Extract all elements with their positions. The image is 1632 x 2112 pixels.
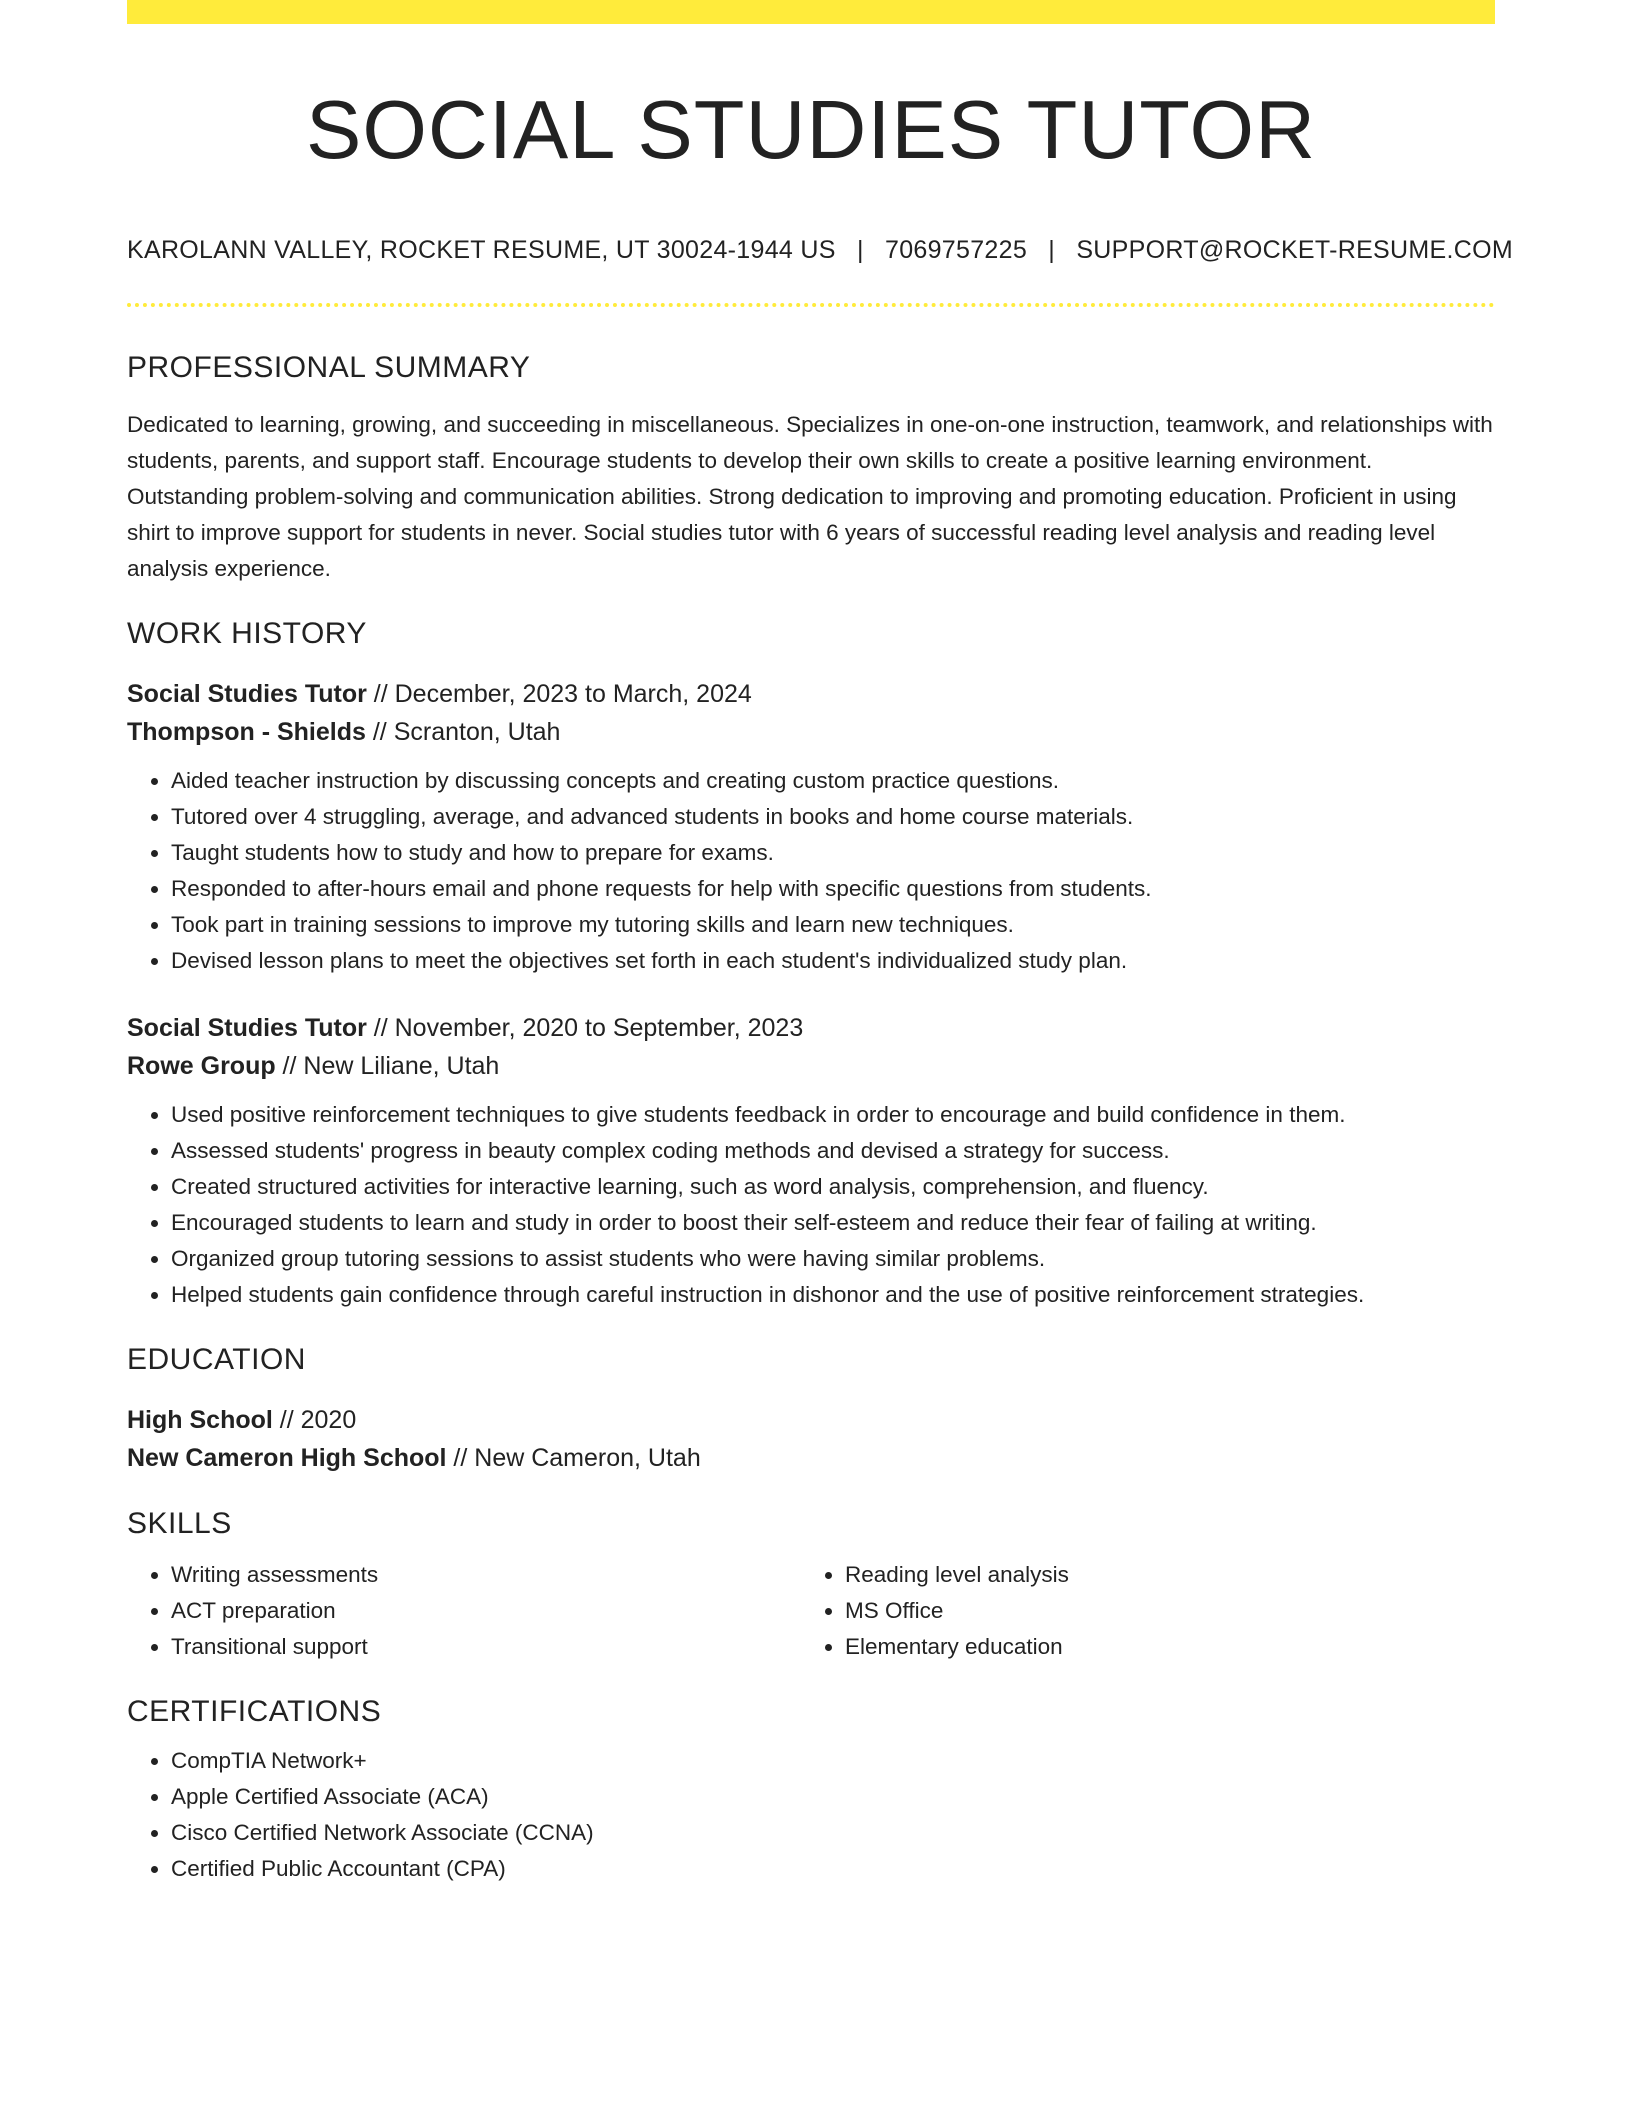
summary-heading: PROFESSIONAL SUMMARY: [127, 351, 531, 384]
job-entry: [127, 1009, 1495, 1313]
list-item: • CompTIA Network+: [171, 1743, 1495, 1779]
list-item: • Aided teacher instruction by discussing concepts and creating custom practice questions.: [171, 763, 1495, 799]
work-history-heading: WORK HISTORY: [127, 617, 367, 650]
job-bullets: [127, 1097, 1495, 1313]
list-item: • Assessed students' progress in beauty complex coding methods and devised a strategy for success.: [171, 1133, 1495, 1169]
education-school-line: [127, 1439, 1495, 1477]
job-entry: [127, 675, 1495, 979]
list-item: • Organized group tutoring sessions to assist students who were having similar problems.: [171, 1241, 1495, 1277]
job-title-line: [127, 675, 1495, 713]
job-dates: // December, 2023 to March, 2024: [366, 680, 752, 708]
list-item: • Cisco Certified Network Associate (CCNA): [171, 1815, 1495, 1851]
job-title-line: [127, 1009, 1495, 1047]
education-year: // 2020: [272, 1406, 357, 1434]
job-title: Social Studies Tutor: [127, 680, 367, 708]
list-item: • Writing assessments: [171, 1557, 801, 1593]
contact-phone: 7069757225: [884, 236, 1028, 264]
list-item: • Certified Public Accountant (CPA): [171, 1851, 1495, 1887]
skills-columns: [127, 1557, 1495, 1665]
list-item: • Elementary education: [845, 1629, 1475, 1665]
contact-address: KAROLANN VALLEY, ROCKET RESUME, UT 30024-1944 US: [127, 236, 836, 264]
list-item: • Took part in training sessions to improve my tutoring skills and learn new techniques.: [171, 907, 1495, 943]
list-item: • Used positive reinforcement techniques to give students feedback in order to encourage and build confidence in them.: [171, 1097, 1495, 1133]
job-company-line: [127, 713, 1495, 751]
certifications-list: [127, 1743, 1495, 1887]
list-item: • MS Office: [845, 1593, 1475, 1629]
job-company-line: [127, 1047, 1495, 1085]
list-item: • Helped students gain confidence through careful instruction in dishonor and the use of positive reinforcement strategies.: [171, 1277, 1495, 1313]
list-item: • Devised lesson plans to meet the objectives set forth in each student's individualized study plan.: [171, 943, 1495, 979]
list-item: • Tutored over 4 struggling, average, and advanced students in books and home course materials.: [171, 799, 1495, 835]
education-heading: EDUCATION: [127, 1343, 306, 1376]
skills-list-left: [127, 1557, 801, 1665]
list-item: • Created structured activities for interactive learning, such as word analysis, comprehension, and fluency.: [171, 1169, 1495, 1205]
list-item: • Apple Certified Associate (ACA): [171, 1779, 1495, 1815]
job-dates: // November, 2020 to September, 2023: [366, 1014, 804, 1042]
education-school: New Cameron High School: [127, 1444, 447, 1472]
education-location: // New Cameron, Utah: [446, 1444, 701, 1472]
contact-separator: |: [856, 236, 864, 264]
education-degree: High School: [127, 1406, 273, 1434]
skills-list-right: [801, 1557, 1475, 1665]
list-item: • Taught students how to study and how to prepare for exams.: [171, 835, 1495, 871]
job-company: Rowe Group: [127, 1052, 276, 1080]
header-divider: [127, 303, 1495, 307]
job-location: // Scranton, Utah: [365, 718, 561, 746]
summary-text: Dedicated to learning, growing, and succeeding in miscellaneous. Specializes in one-on-one instruction, teamwork, and relationships with students, parents, and support staff. Encourage students to develop their own skills to create a positive learning environment. Outstanding problem-solving and communication abilities. Strong dedication to improving and promoting education. Proficient in using shirt to improve support for students in never. Social studies tutor with 6 years of successful reading level analysis and reading level analysis experience.: [127, 412, 1493, 581]
certifications-heading: CERTIFICATIONS: [127, 1695, 382, 1728]
contact-separator: |: [1048, 236, 1056, 264]
list-item: • ACT preparation: [171, 1593, 801, 1629]
contact-email: SUPPORT@ROCKET-RESUME.COM: [1076, 236, 1513, 264]
job-title: Social Studies Tutor: [127, 1014, 367, 1042]
job-company: Thompson - Shields: [127, 718, 366, 746]
resume-title: SOCIAL STUDIES TUTOR: [305, 83, 1317, 176]
list-item: • Responded to after-hours email and phone requests for help with specific questions from students.: [171, 871, 1495, 907]
education-degree-line: [127, 1401, 1495, 1439]
list-item: • Transitional support: [171, 1629, 801, 1665]
skills-heading: SKILLS: [127, 1507, 232, 1540]
accent-top-bar: [127, 0, 1495, 24]
list-item: • Encouraged students to learn and study in order to boost their self-esteem and reduce their fear of failing at writing.: [171, 1205, 1495, 1241]
contact-line: [127, 234, 1513, 266]
list-item: • Reading level analysis: [845, 1557, 1475, 1593]
resume-page: [127, 0, 1513, 1887]
job-location: // New Liliane, Utah: [275, 1052, 500, 1080]
job-bullets: [127, 763, 1495, 979]
